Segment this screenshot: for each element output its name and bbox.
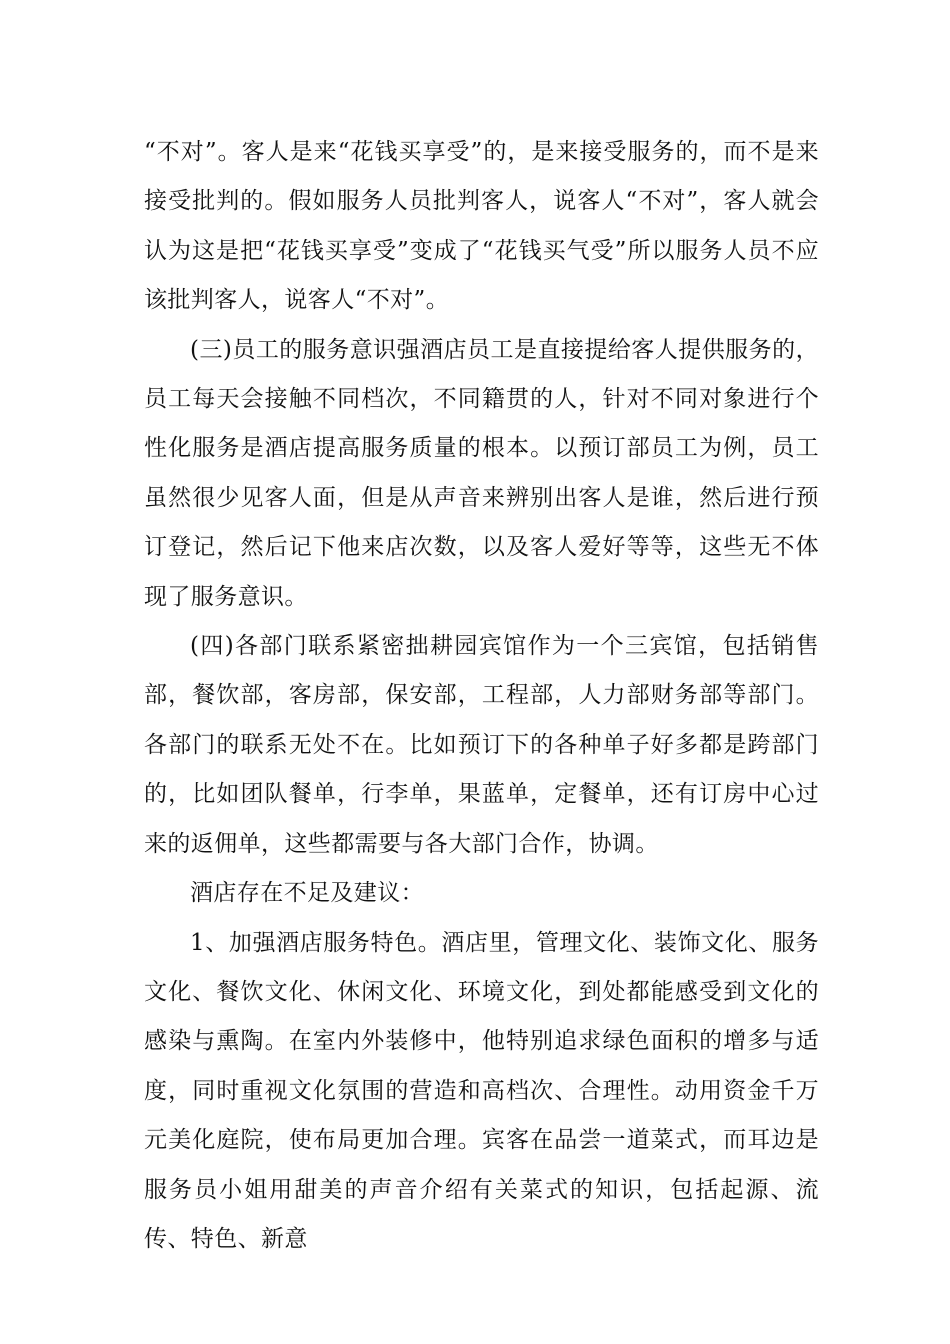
paragraph-5: 1、加强酒店服务特色。酒店里，管理文化、装饰文化、服务文化、餐饮文化、休闲文化、环境文化，到处都能感受到文化的感染与熏陶。在室内外装修中，他特别追求绿色面积的增多与适度，同时重视文化氛围的营造和高档次、合理性。动用资金千万元美化庭院，使布局更加合理。宾客在品尝一道菜式，而耳边是服务员小姐用甜美的声音介绍有关菜式的知识，包括起源、流传、特色、新意 (144, 929, 819, 1252)
paragraph-2: (三)员工的服务意识强酒店员工是直接提给客人提供服务的，员工每天会接触不同档次，不同籍贯的人，针对不同对象进行个性化服务是酒店提高服务质量的根本。以预订部员工为例，员工虽然很少见客人面，但是从声音来辨别出客人是谁，然后进行预订登记，然后记下他来店次数，以及客人爱好等等，这些无不体现了服务意识。 (144, 336, 819, 610)
paragraph-3: (四)各部门联系紧密拙耕园宾馆作为一个三宾馆，包括销售部，餐饮部，客房部，保安部，工程部，人力部财务部等部门。各部门的联系无处不在。比如预订下的各种单子好多都是跨部门的，比如团队餐单，行李单，果蓝单，定餐单，还有订房中心过来的返佣单，这些都需要与各大部门合作，协调。 (144, 633, 819, 857)
document-body (144, 128, 819, 1264)
paragraph-4: 酒店存在不足及建议： (190, 880, 424, 907)
paragraph-1: “不对”。客人是来“花钱买享受”的，是来接受服务的，而不是来接受批判的。假如服务人员批判客人，说客人“不对”，客人就会认为这是把“花钱买享受”变成了“花钱买气受”所以服务人员不应该批判客人，说客人“不对”。 (144, 139, 819, 314)
